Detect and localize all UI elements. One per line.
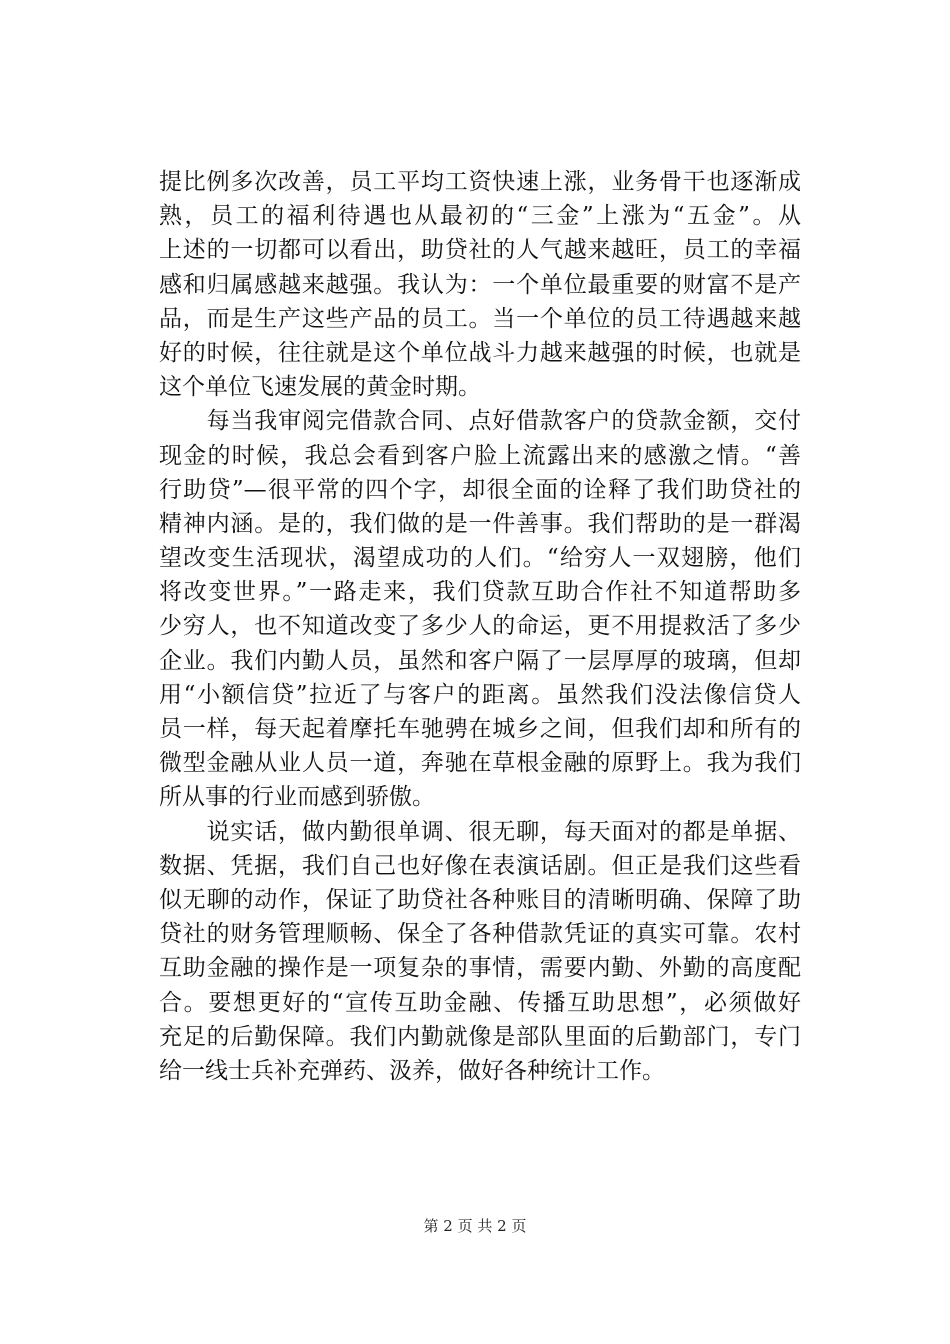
text-line: 互助金融的操作是一项复杂的事情，需要内勤、外勤的高度配 (159, 955, 801, 982)
text-line: 将改变世界。”一路走来，我们贷款互助合作社不知道帮助多 (159, 579, 801, 606)
text-line: 好的时候，往往就是这个单位战斗力越来越强的时候，也就是 (159, 339, 801, 366)
document-body (159, 165, 801, 1088)
text-line: 这个单位飞速发展的黄金时期。 (159, 374, 481, 401)
text-line: 企业。我们内勤人员，虽然和客户隔了一层厚厚的玻璃，但却 (159, 647, 801, 674)
text-line: 给一线士兵补充弹药、汲养，做好各种统计工作。 (159, 1057, 665, 1084)
text-line: 提比例多次改善，员工平均工资快速上涨，业务骨干也逐渐成 (159, 169, 801, 195)
text-line: 每当我审阅完借款合同、点好借款客户的贷款金额，交付 (159, 408, 801, 435)
text-line: 现金的时候，我总会看到客户脸上流露出来的感激之情。“善 (159, 442, 801, 469)
text-line: 感和归属感越来越强。我认为：一个单位最重要的财富不是产 (159, 271, 801, 298)
text-line: 充足的后勤保障。我们内勤就像是部队里面的后勤部门，专门 (159, 1023, 801, 1050)
text-line: 少穷人，也不知道改变了多少人的命运，更不用提救活了多少 (159, 613, 801, 640)
text-line: 数据、凭据，我们自己也好像在表演话剧。但正是我们这些看 (159, 852, 801, 879)
text-line: 望改变生活现状，渴望成功的人们。“给穷人一双翅膀，他们 (159, 545, 801, 572)
text-line: 合。要想更好的“宣传互助金融、传播互助思想”，必须做好 (159, 989, 801, 1016)
text-line: 上述的一切都可以看出，助贷社的人气越来越旺，员工的幸福 (159, 237, 801, 264)
text-line: 说实话，做内勤很单调、很无聊，每天面对的都是单据、 (159, 818, 801, 845)
text-line: 似无聊的动作，保证了助贷社各种账目的清晰明确、保障了助 (159, 886, 801, 913)
text-line: 品，而是生产这些产品的员工。当一个单位的员工待遇越来越 (159, 305, 801, 332)
page-footer: 第 2 页 共 2 页 (423, 1217, 527, 1235)
text-line: 熟，员工的福利待遇也从最初的“三金”上涨为“五金”。从 (159, 203, 801, 230)
text-line: 用“小额信贷”拉近了与客户的距离。虽然我们没法像信贷人 (159, 681, 801, 708)
text-line: 精神内涵。是的，我们做的是一件善事。我们帮助的是一群渴 (159, 510, 801, 537)
text-line: 微型金融从业人员一道，奔驰在草根金融的原野上。我为我们 (159, 750, 801, 777)
text-line: 员一样，每天起着摩托车驰骋在城乡之间，但我们却和所有的 (159, 716, 801, 742)
text-line: 所从事的行业而感到骄傲。 (159, 784, 435, 811)
text-line: 贷社的财务管理顺畅、保全了各种借款凭证的真实可靠。农村 (159, 921, 801, 948)
text-line: 行助贷”—很平常的四个字，却很全面的诠释了我们助贷社的 (159, 476, 801, 503)
